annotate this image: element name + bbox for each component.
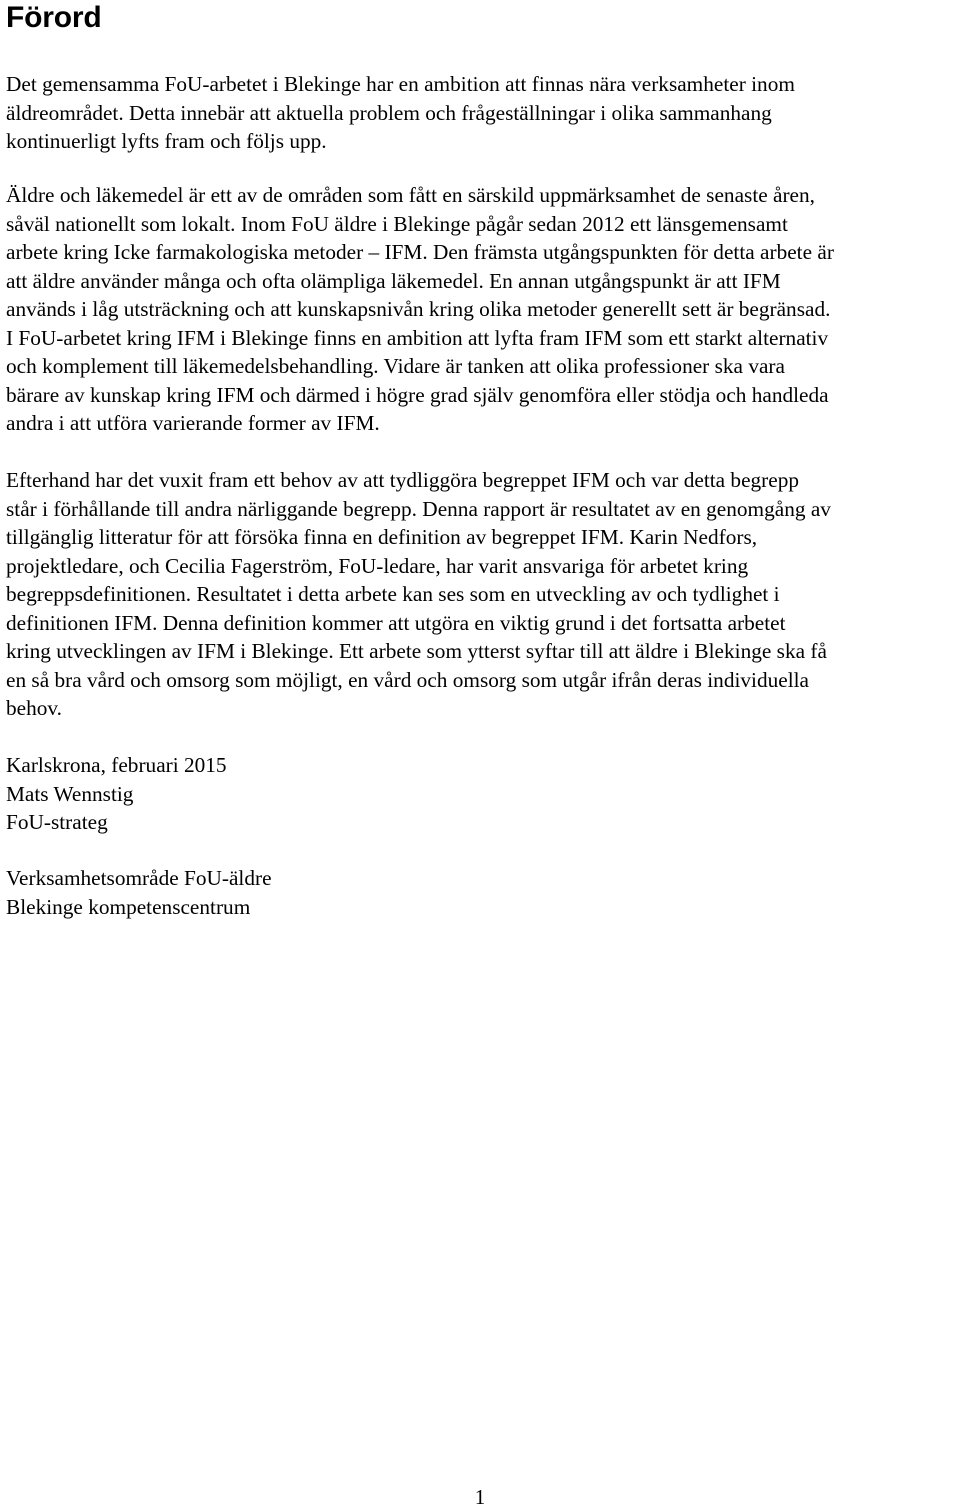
signature-place-date: Karlskrona, februari 2015 bbox=[6, 753, 227, 777]
paragraph-line: att äldre använder många och ofta olämpliga läkemedel. En annan utgångspunkt är att IFM bbox=[6, 268, 781, 293]
paragraph-line: tillgänglig litteratur för att försöka finna en definition av begreppet IFM. Karin Nedfors, bbox=[6, 525, 758, 549]
paragraph-line: och komplement till läkemedelsbehandling. Vidare är tanken att olika professioner ska vara bbox=[6, 354, 785, 378]
paragraph-line: kontinuerligt lyfts fram och följs upp. bbox=[6, 129, 327, 153]
paragraph-definition bbox=[6, 466, 956, 723]
paragraph-line: definitionen IFM. Denna definition kommer att utgöra en viktig grund i det fortsatta arbetet bbox=[6, 610, 786, 635]
paragraph-line: kring utvecklingen av IFM i Blekinge. Ett arbete som ytterst syftar till att äldre i Blekinge ska få bbox=[6, 639, 827, 663]
paragraph-line: bärare av kunskap kring IFM och därmed i högre grad själv genomföra eller stödja och handleda bbox=[6, 382, 829, 407]
paragraph-line: Det gemensamma FoU-arbetet i Blekinge har en ambition att finnas nära verksamheter inom bbox=[6, 72, 795, 96]
signature-name: Mats Wennstig bbox=[6, 781, 134, 806]
paragraph-line: arbete kring Icke farmakologiska metoder – IFM. Den främsta utgångspunkten för detta arbete är bbox=[6, 240, 834, 264]
organization-unit: Verksamhetsområde FoU-äldre bbox=[6, 866, 272, 890]
paragraph-line: en så bra vård och omsorg som möjligt, en vård och omsorg som utgår ifrån deras individuella bbox=[6, 667, 810, 692]
paragraph-line: äldreområdet. Detta innebär att aktuella problem och frågeställningar i olika sammanhang bbox=[6, 100, 772, 125]
paragraph-line: används i låg utsträckning och att kunskapsnivån kring olika metoder generellt sett är begränsad. bbox=[6, 297, 831, 321]
paragraph-line: står i förhållande till andra närliggande begrepp. Denna rapport är resultatet av en genomgång av bbox=[6, 496, 831, 521]
page-number: 1 bbox=[474, 1485, 486, 1509]
signature-role: FoU-strateg bbox=[6, 810, 108, 834]
paragraph-intro bbox=[6, 70, 956, 156]
paragraph-line: begreppsdefinitionen. Resultatet i detta arbete kan ses som en utveckling av och tydlighet i bbox=[6, 582, 780, 606]
organization-center: Blekinge kompetenscentrum bbox=[6, 894, 251, 919]
paragraph-line: såväl nationellt som lokalt. Inom FoU äldre i Blekinge pågår sedan 2012 ett länsgemensamt bbox=[6, 211, 788, 236]
organization-block bbox=[6, 864, 956, 921]
paragraph-line: Efterhand har det vuxit fram ett behov av att tydliggöra begreppet IFM och var detta begrepp bbox=[6, 468, 800, 492]
paragraph-line: behov. bbox=[6, 696, 62, 720]
paragraph-medicines bbox=[6, 181, 956, 438]
paragraph-line: projektledare, och Cecilia Fagerström, FoU-ledare, har varit ansvariga för arbetet kring bbox=[6, 553, 749, 578]
paragraph-line: Äldre och läkemedel är ett av de områden som fått en särskild uppmärksamhet de senaste åren, bbox=[6, 183, 815, 207]
paragraph-line: andra i att utföra varierande former av IFM. bbox=[6, 411, 380, 435]
paragraph-line: I FoU-arbetet kring IFM i Blekinge finns en ambition att lyfta fram IFM som ett starkt alternativ bbox=[6, 325, 829, 350]
signature-block bbox=[6, 751, 956, 837]
page-title: Förord bbox=[6, 1, 102, 34]
